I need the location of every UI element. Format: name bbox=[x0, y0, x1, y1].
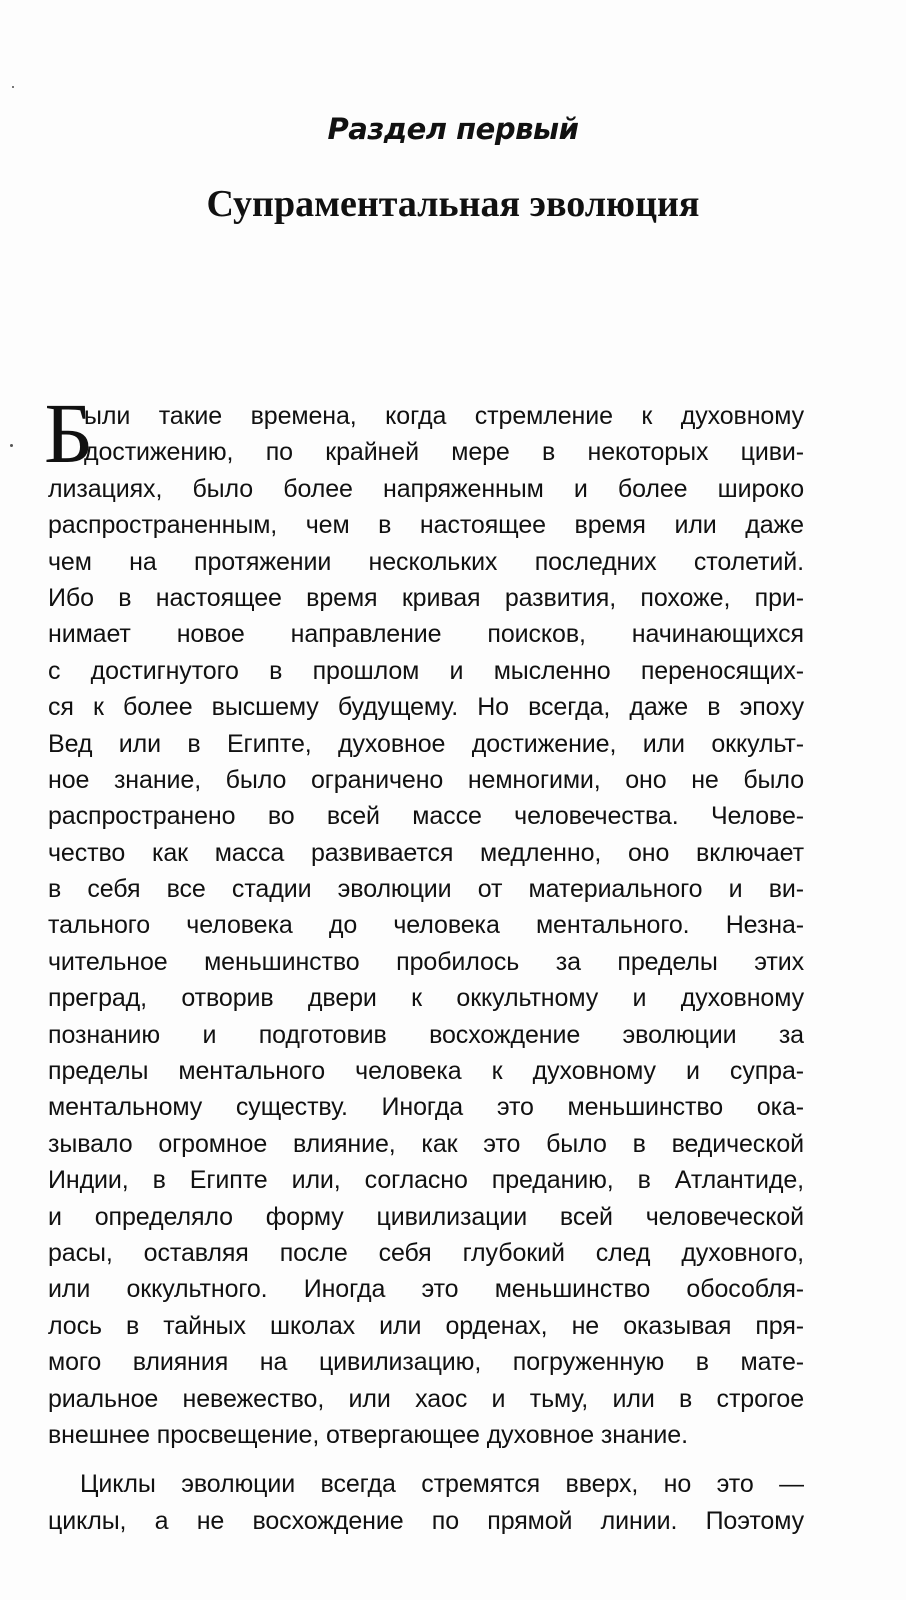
text-line: риальное невежество, или хаос и тьму, или в строгое bbox=[48, 1384, 804, 1413]
text-line: лизациях, было более напряженным и более широко bbox=[48, 474, 804, 503]
text-line: познанию и подготовив восхождение эволюции за bbox=[48, 1020, 804, 1049]
text-line: и определяло форму цивилизации всей человеческой bbox=[48, 1202, 804, 1231]
text-line: Циклы эволюции всегда стремятся вверх, но это — bbox=[80, 1470, 804, 1499]
text-line: пределы ментального человека к духовному и супра- bbox=[48, 1057, 804, 1086]
text-line: ное знание, было ограничено немногими, оно не было bbox=[48, 765, 804, 794]
text-line: с достигнутого в прошлом и мысленно переносящих- bbox=[48, 656, 804, 685]
chapter-title: Супраментальная эволюция bbox=[206, 183, 700, 225]
text-line: расы, оставляя после себя глубокий след духовного, bbox=[48, 1238, 804, 1267]
text-line: чество как масса развивается медленно, оно включает bbox=[48, 838, 804, 867]
text-line: чительное меньшинство пробилось за пределы этих bbox=[48, 947, 804, 976]
text-line: распространенным, чем в настоящее время или даже bbox=[48, 511, 804, 540]
text-line: ыли такие времена, когда стремление к духовному bbox=[84, 402, 804, 430]
text-line: достижению, по крайней мере в некоторых циви- bbox=[84, 438, 804, 467]
drop-cap: Б bbox=[44, 385, 94, 481]
scan-speck bbox=[10, 444, 13, 447]
text-line: нимает новое направление поисков, начинающихся bbox=[48, 620, 804, 649]
scan-speck bbox=[12, 86, 14, 88]
text-line: Ибо в настоящее время кривая развития, похоже, при- bbox=[48, 583, 804, 612]
section-label: Раздел первый bbox=[327, 112, 579, 146]
paragraph-1 bbox=[44, 385, 804, 1453]
text-line: мого влияния на цивилизацию, погруженную в мате- bbox=[48, 1348, 804, 1377]
text-line: чем на протяжении нескольких последних столетий. bbox=[48, 547, 804, 576]
paragraph-2 bbox=[48, 1466, 804, 1539]
text-line: ментальному существу. Иногда это меньшинство ока- bbox=[48, 1093, 804, 1122]
text-line: или оккультного. Иногда это меньшинство обособля- bbox=[48, 1275, 804, 1304]
text-line: лось в тайных школах или орденах, не оказывая пря- bbox=[48, 1311, 804, 1340]
text-line: Индии, в Египте или, согласно преданию, в Атлантиде, bbox=[48, 1166, 804, 1195]
text-line: преград, отворив двери к оккультному и духовному bbox=[48, 984, 804, 1013]
text-line: тального человека до человека ментального. Незна- bbox=[48, 911, 804, 940]
body-text bbox=[44, 385, 804, 1539]
text-line: в себя все стадии эволюции от материального и ви- bbox=[48, 875, 804, 904]
text-line: циклы, а не восхождение по прямой линии. Поэтому bbox=[48, 1506, 804, 1535]
text-line: ся к более высшему будущему. Но всегда, даже в эпоху bbox=[48, 693, 804, 722]
text-line: зывало огромное влияние, как это было в ведической bbox=[48, 1129, 804, 1158]
text-line: Вед или в Египте, духовное достижение, или оккульт- bbox=[48, 729, 804, 758]
text-line: внешнее просвещение, отвергающее духовное знание. bbox=[48, 1420, 688, 1449]
text-line: распространено во всей массе человечества. Челове- bbox=[48, 802, 804, 831]
